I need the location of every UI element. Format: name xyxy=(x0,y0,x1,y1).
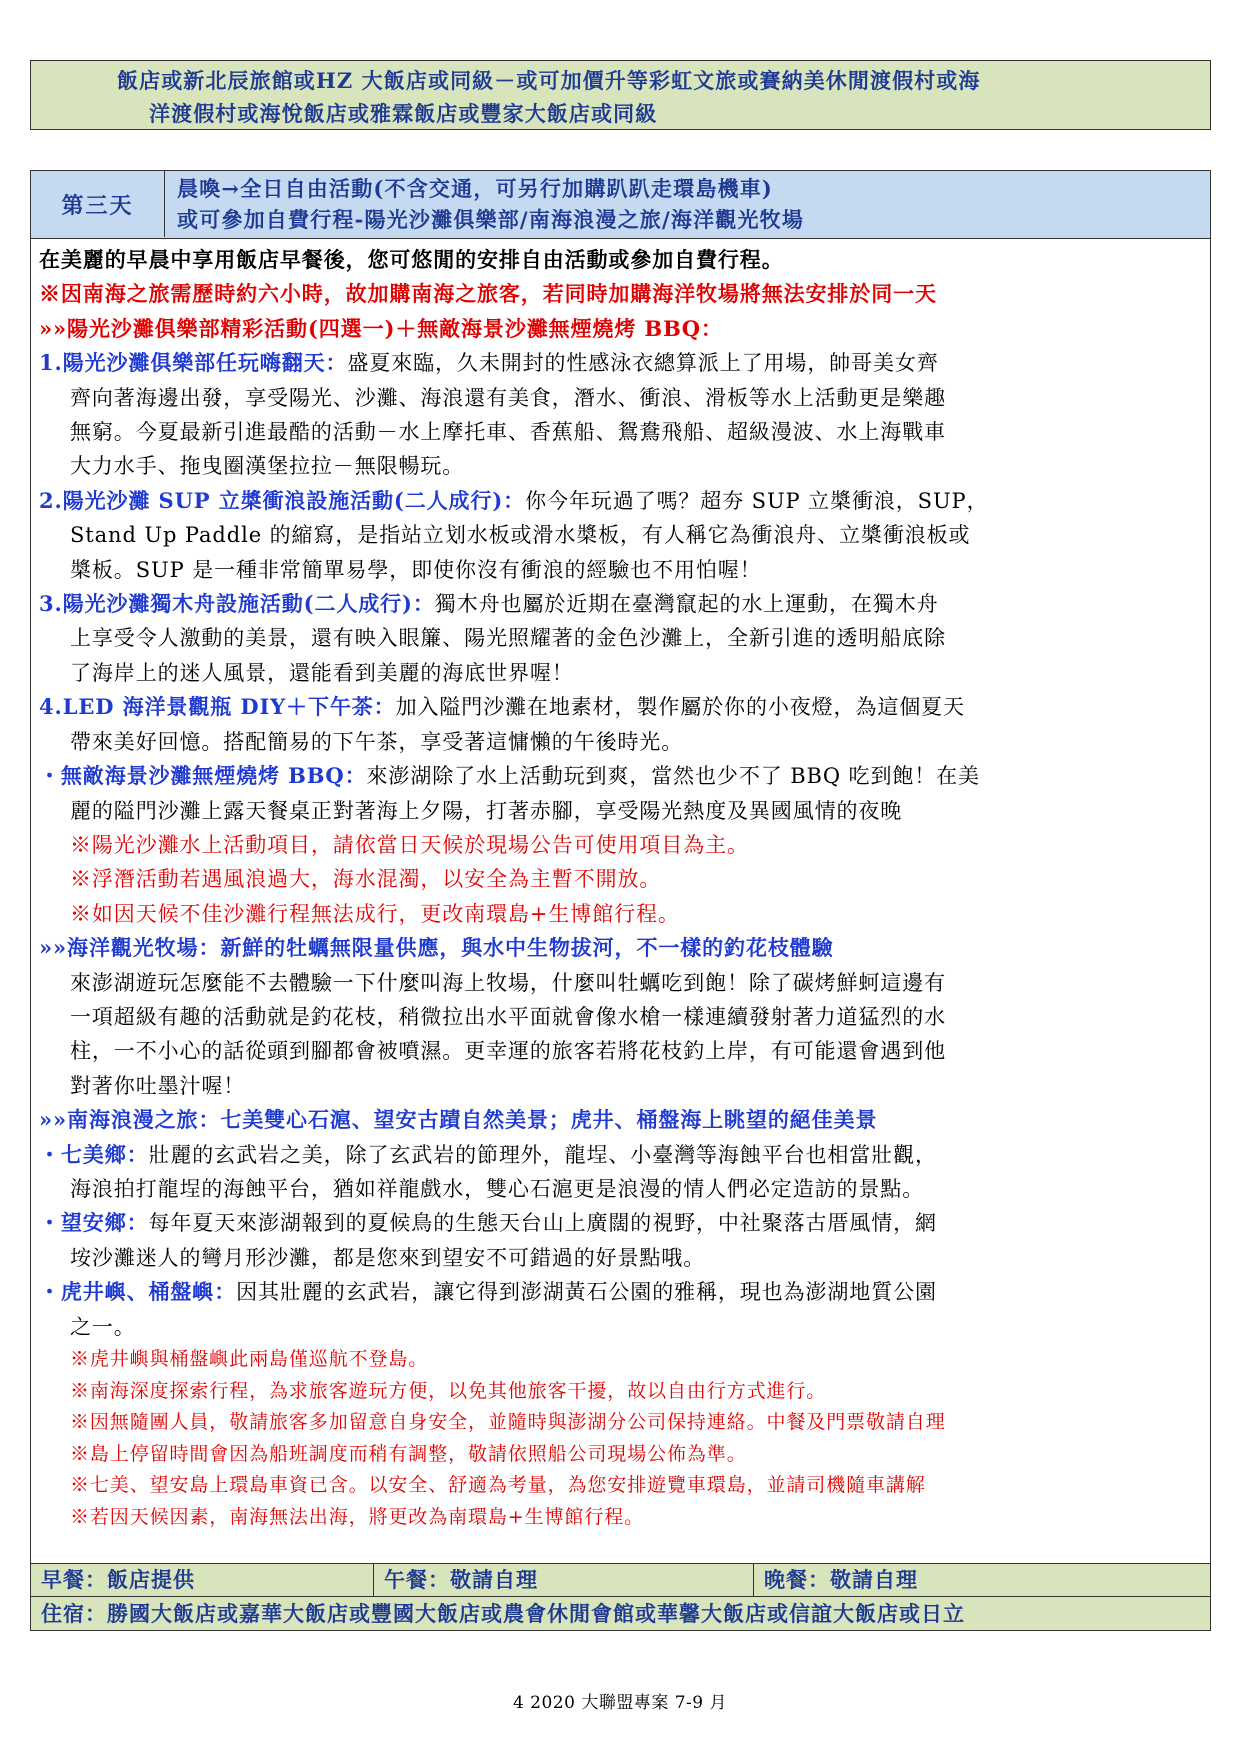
activity-desc-line: 無窮。今夏最新引進最酷的活動－水上摩托車、香蕉船、鴛鴦飛船、超級漫波、水上海戰車 xyxy=(70,420,946,445)
activity-desc: 獨木舟也屬於近期在臺灣竄起的水上運動，在獨木舟 xyxy=(434,592,939,617)
activity-desc: 加入隘門沙灘在地素材，製作屬於你的小夜燈，為這個夏天 xyxy=(395,695,965,720)
activity-title: 1.陽光沙灘俱樂部任玩嗨翻天： xyxy=(39,350,348,376)
island-title: ・望安鄉： xyxy=(39,1210,149,1236)
activity-desc: 來澎湖除了水上活動玩到爽，當然也少不了 BBQ 吃到飽！在美 xyxy=(366,764,980,789)
intro-text: 在美麗的早晨中享用飯店早餐後，您可悠閒的安排自由活動或參加自費行程。 xyxy=(39,247,784,272)
hotel-options-line2: 洋渡假村或海悅飯店或雅霖飯店或豐家大飯店或同級 xyxy=(149,101,658,126)
activity-desc-line: 齊向著海邊出發，享受陽光、沙灘、海浪還有美食，潛水、衝浪、滑板等水上活動更是樂趣 xyxy=(70,385,946,410)
day-label: 第三天 xyxy=(31,171,165,237)
note-line: ※因無隨團人員，敬請旅客多加留意自身安全，並隨時與澎湖分公司保持連絡。中餐及門票敬請自理 xyxy=(70,1411,946,1433)
island-item xyxy=(39,1275,1199,1309)
accommodation-text: 住宿：勝國大飯店或嘉華大飯店或豐國大飯店或農會休閒會館或華馨大飯店或信誼大飯店或日立 xyxy=(41,1601,965,1626)
island-item xyxy=(39,1206,1199,1240)
activity-item xyxy=(39,759,1199,793)
section-heading-sunshine-beach: »»陽光沙灘俱樂部精彩活動(四選一)＋無敵海景沙灘無煙燒烤 BBQ： xyxy=(39,315,723,341)
ranch-desc-line: 來澎湖遊玩怎麼能不去體驗一下什麼叫海上牧場，什麼叫牡蠣吃到飽！除了碳烤鮮蚵這邊有 xyxy=(70,970,946,995)
activity-desc-line: 上享受令人激動的美景，還有映入眼簾、陽光照耀著的金色沙灘上，全新引進的透明船底除 xyxy=(70,626,946,651)
note-line: ※若因天候因素，南海無法出海，將更改為南環島+生博館行程。 xyxy=(70,1505,645,1528)
section-heading-south-sea: »»南海浪漫之旅：七美雙心石滬、望安古蹟自然美景；虎井、桶盤海上眺望的絕佳美景 xyxy=(39,1107,878,1133)
dinner-cell: 晚餐：敬請自理 xyxy=(764,1567,918,1592)
ranch-desc-line: 一項超級有趣的活動就是釣花枝，稍微拉出水平面就會像水槍一樣連續發射著力道猛烈的水 xyxy=(70,1004,946,1029)
activity-title: 2.陽光沙灘 SUP 立槳衝浪設施活動(二人成行)： xyxy=(39,487,526,513)
activity-title: 4.LED 海洋景觀瓶 DIY＋下午茶： xyxy=(39,694,396,720)
day-content xyxy=(39,243,1199,1533)
island-desc-line: 垵沙灘迷人的彎月形沙灘，都是您來到望安不可錯過的好景點哦。 xyxy=(70,1245,706,1270)
activity-item xyxy=(39,690,1199,724)
breakfast-cell: 早餐：飯店提供 xyxy=(31,1564,374,1596)
note-line: ※七美、望安島上環島車資已含。以安全、舒適為考量，為您安排遊覽車環島，並請司機隨車講解 xyxy=(70,1474,926,1496)
day-title-line2: 或可參加自費行程-陽光沙灘俱樂部/南海浪漫之旅/海洋觀光牧場 xyxy=(177,207,805,232)
day-title-line1: 晨喚→全日自由活動(不含交通，可另行加購趴趴走環島機車) xyxy=(177,176,774,201)
activity-desc-line: Stand Up Paddle 的縮寫，是指站立划水板或滑水槳板，有人稱它為衝浪舟、立槳衝浪板或 xyxy=(70,523,971,548)
ranch-desc-line: 柱，一不小心的話從頭到腳都會被噴濕。更幸運的旅客若將花枝釣上岸，有可能還會遇到他 xyxy=(70,1039,946,1064)
note-line: ※虎井嶼與桶盤嶼此兩島僅巡航不登島。 xyxy=(70,1348,429,1370)
meals-row xyxy=(31,1563,1210,1597)
island-desc: 每年夏天來澎湖報到的夏候鳥的生態天台山上廣闊的視野，中社聚落古厝風情，網 xyxy=(148,1211,937,1236)
activity-desc-line: 槳板。SUP 是一種非常簡單易學，即使你沒有衝浪的經驗也不用怕喔！ xyxy=(70,557,762,582)
day-title xyxy=(177,173,804,235)
ranch-desc-line: 對著你吐墨汁喔！ xyxy=(70,1073,246,1098)
note-line: ※陽光沙灘水上活動項目，請依當日天候於現場公告可使用項目為主。 xyxy=(70,832,749,857)
note-line: ※島上停留時間會因為船班調度而稍有調整，敬請依照船公司現場公佈為準。 xyxy=(70,1442,747,1465)
activity-item xyxy=(39,346,1199,380)
island-title: ・七美鄉： xyxy=(39,1141,149,1167)
island-desc-line: 之一。 xyxy=(70,1314,136,1339)
activity-item xyxy=(39,587,1199,621)
hotel-options-line1: 飯店或新北辰旅館或HZ 大飯店或同級－或可加價升等彩虹文旅或賽納美休閒渡假村或海 xyxy=(117,68,981,93)
island-item xyxy=(39,1138,1199,1172)
note-line: ※浮潛活動若遇風浪過大，海水混濁，以安全為主暫不開放。 xyxy=(70,867,662,892)
activity-desc: 盛夏來臨，久未開封的性感泳衣總算派上了用場，帥哥美女齊 xyxy=(347,351,939,376)
activity-title: ・無敵海景沙灘無煙燒烤 BBQ： xyxy=(39,763,367,789)
accommodation-row xyxy=(31,1597,1210,1630)
hotel-options-box xyxy=(30,60,1211,130)
island-desc: 因其壯麗的玄武岩，讓它得到澎湖黃石公園的雅稱，現也為澎湖地質公園 xyxy=(236,1280,937,1305)
activity-desc: 你今年玩過了嗎？超夯 SUP 立槳衝浪，SUP， xyxy=(525,488,989,513)
day-header-row xyxy=(31,171,1210,239)
activity-desc-line: 了海岸上的迷人風景，還能看到美麗的海底世界喔！ xyxy=(70,660,574,685)
activity-item xyxy=(39,484,1199,518)
page-footer: 4 2020 大聯盟專案 7-9 月 xyxy=(512,1693,728,1713)
activity-title: 3.陽光沙灘獨木舟設施活動(二人成行)： xyxy=(39,591,435,617)
note-line: ※如因天候不佳沙灘行程無法成行，更改南環島+生博館行程。 xyxy=(70,901,680,926)
island-desc-line: 海浪拍打龍埕的海蝕平台，猶如祥龍戲水，雙心石滬更是浪漫的情人們必定造訪的景點。 xyxy=(70,1176,925,1201)
island-desc: 壯麗的玄武岩之美，除了玄武岩的節理外，龍埕、小臺灣等海蝕平台也相當壯觀， xyxy=(148,1142,937,1167)
note-line: ※南海深度探索行程，為求旅客遊玩方便，以免其他旅客干擾，故以自由行方式進行。 xyxy=(70,1379,827,1402)
activity-desc-line: 麗的隘門沙灘上露天餐桌正對著海上夕陽，打著赤腳，享受陽光熱度及異國風情的夜晚 xyxy=(70,798,903,823)
warning-text: ※因南海之旅需歷時約六小時，故加購南海之旅客，若同時加購海洋牧場將無法安排於同一天 xyxy=(39,281,937,307)
island-title: ・虎井嶼、桶盤嶼： xyxy=(39,1279,237,1305)
lunch-cell: 午餐：敬請自理 xyxy=(374,1564,754,1596)
activity-desc-line: 大力水手、拖曳圈漢堡拉拉－無限暢玩。 xyxy=(70,454,465,479)
activity-desc-line: 帶來美好回憶。搭配簡易的下午茶，享受著這慵懶的午後時光。 xyxy=(70,729,684,754)
day-three-table xyxy=(30,170,1211,1631)
section-heading-ocean-ranch: »»海洋觀光牧場：新鮮的牡蠣無限量供應，與水中生物拔河，不一樣的釣花枝體驗 xyxy=(39,935,834,961)
